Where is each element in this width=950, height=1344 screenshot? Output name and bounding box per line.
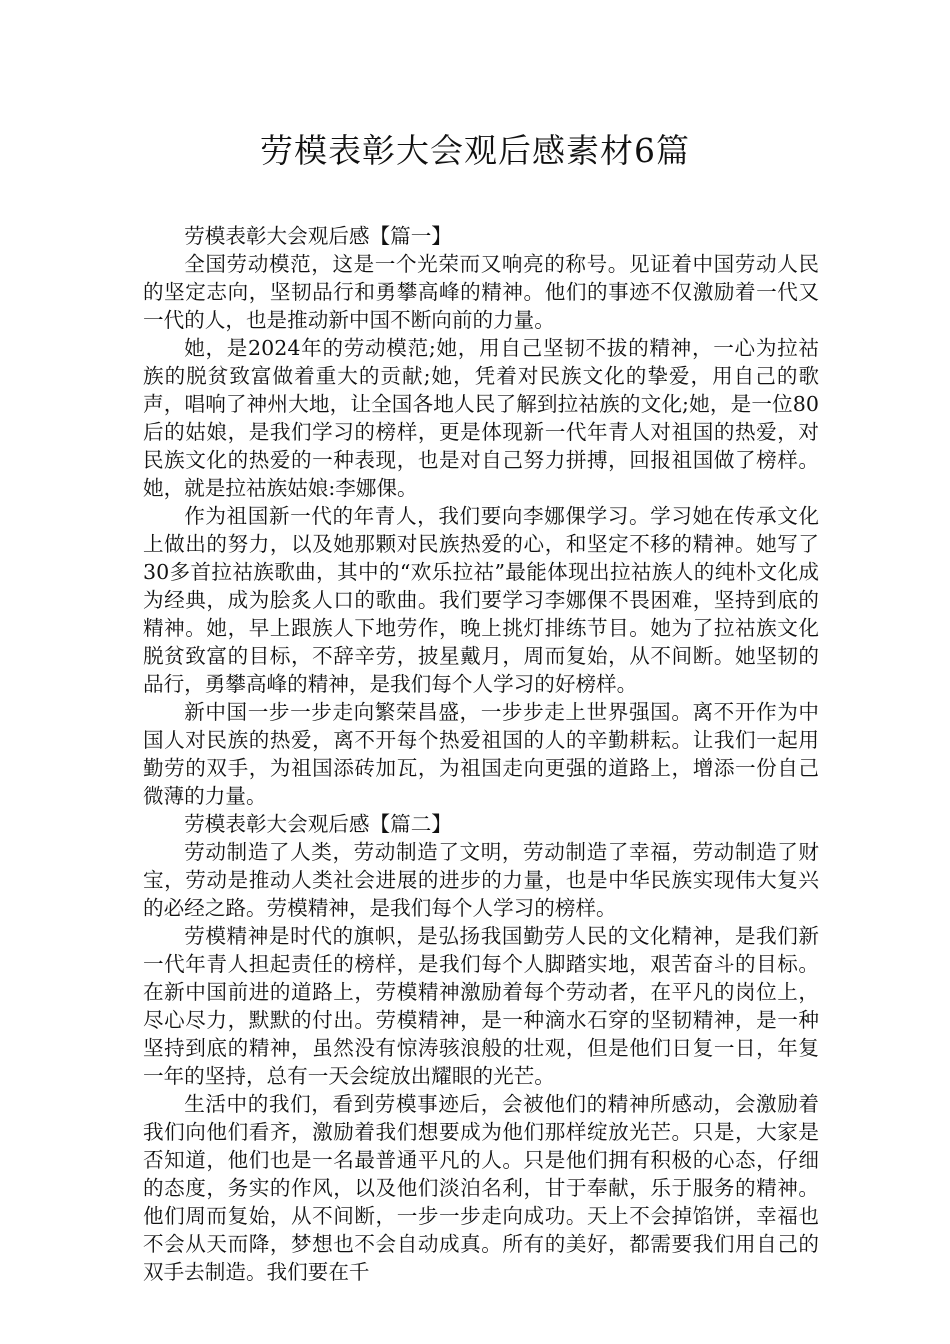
section-heading-1: 劳模表彰大会观后感【篇一】	[184, 224, 452, 248]
paragraph: 生活中的我们，看到劳模事迹后，会被他们的精神所感动，会激励着我们向他们看齐，激励着我们想要成为他们那样绽放光芒。只是，大家是否知道，他们也是一名最普通平凡的人。只是他们拥有积极的心态，仔细的态度，务实的作风，以及他们淡泊名利，甘于奉献，乐于服务的精神。他们周而复始，从不间断，一步一步走向成功。天上不会掉馅饼，幸福也不会从天而降，梦想也不会自动成真。所有的美好，都需要我们用自己的双手去制造。我们要在千	[143, 1092, 819, 1284]
paragraph: 作为祖国新一代的年青人，我们要向李娜倮学习。学习她在传承文化上做出的努力，以及她那颗对民族热爱的心，和坚定不移的精神。她写了30多首拉祜族歌曲，其中的“欢乐拉祜”最能体现出拉祜族人的纯朴文化成为经典，成为脍炙人口的歌曲。我们要学习李娜倮不畏困难，坚持到底的精神。她，早上跟族人下地劳作，晚上挑灯排练节目。她为了拉祜族文化脱贫致富的目标，不辞辛劳，披星戴月，周而复始，从不间断。她坚韧的品行，勇攀高峰的精神，是我们每个人学习的好榜样。	[143, 504, 819, 696]
paragraph: 劳动制造了人类，劳动制造了文明，劳动制造了幸福，劳动制造了财宝，劳动是推动人类社会进展的进步的力量，也是中华民族实现伟大复兴的必经之路。劳模精神，是我们每个人学习的榜样。	[143, 840, 819, 920]
paragraph: 她，是2024年的劳动模范;她，用自己坚韧不拔的精神，一心为拉祜族的脱贫致富做着重大的贡献;她，凭着对民族文化的挚爱，用自己的歌声，唱响了神州大地，让全国各地人民了解到拉祜族的文化;她，是一位80后的姑娘，是我们学习的榜样，更是体现新一代年青人对祖国的热爱，对民族文化的热爱的一种表现，也是对自己努力拼搏，回报祖国做了榜样。她，就是拉祜族姑娘:李娜倮。	[143, 336, 819, 500]
paragraph: 新中国一步一步走向繁荣昌盛，一步步走上世界强国。离不开作为中国人对民族的热爱，离不开每个热爱祖国的人的辛勤耕耘。让我们一起用勤劳的双手，为祖国添砖加瓦，为祖国走向更强的道路上，增添一份自己微薄的力量。	[143, 700, 819, 808]
section-heading-2: 劳模表彰大会观后感【篇二】	[184, 812, 452, 836]
paragraph: 全国劳动模范，这是一个光荣而又响亮的称号。见证着中国劳动人民的坚定志向，坚韧品行和勇攀高峰的精神。他们的事迹不仅激励着一代又一代的人，也是推动新中国不断向前的力量。	[143, 252, 819, 332]
document-title: 劳模表彰大会观后感素材6篇	[260, 131, 690, 170]
document-body	[143, 222, 819, 1286]
paragraph: 劳模精神是时代的旗帜，是弘扬我国勤劳人民的文化精神，是我们新一代年青人担起责任的榜样，是我们每个人脚踏实地，艰苦奋斗的目标。在新中国前进的道路上，劳模精神激励着每个劳动者，在平凡的岗位上，尽心尽力，默默的付出。劳模精神，是一种滴水石穿的坚韧精神，是一种坚持到底的精神，虽然没有惊涛骇浪般的壮观，但是他们日复一日，年复一年的坚持，总有一天会绽放出耀眼的光芒。	[143, 924, 819, 1088]
